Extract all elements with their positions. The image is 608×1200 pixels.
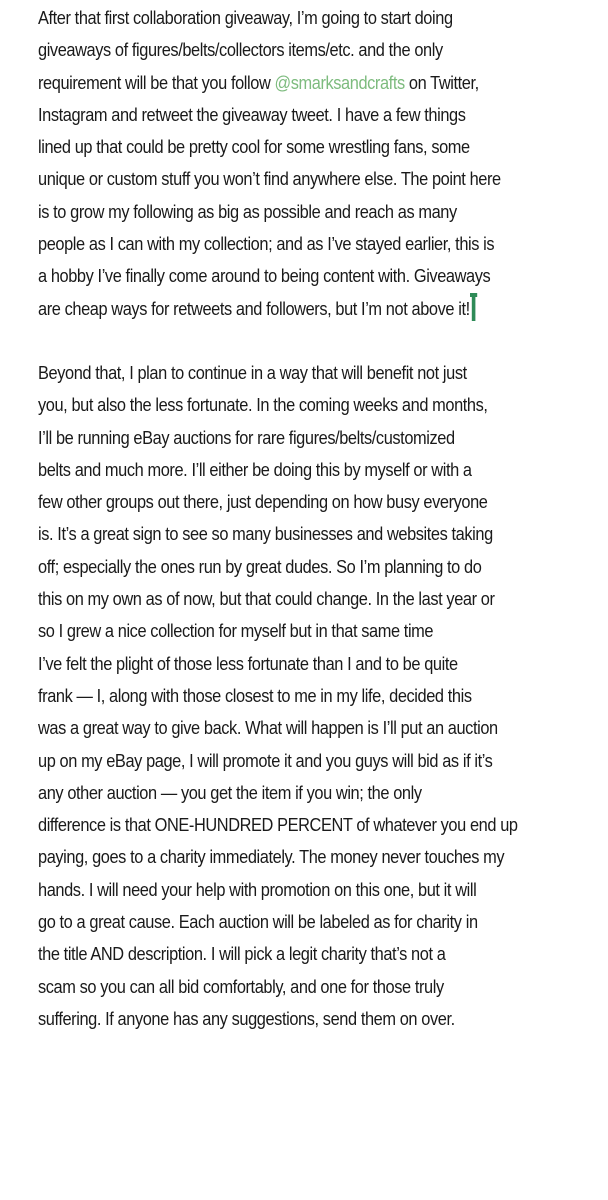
text-line: a hobby I’ve finally come around to being content with. Giveaways bbox=[38, 266, 491, 287]
text-line: suffering. If anyone has any suggestions, send them on over. bbox=[38, 1008, 455, 1029]
text-line: difference is that ONE-HUNDRED PERCENT of whatever you end up bbox=[38, 815, 518, 836]
text-segment: requirement will be that you follow bbox=[38, 72, 275, 93]
text-line-last bbox=[38, 293, 531, 325]
text-line: paying, goes to a charity immediately. The money never touches my bbox=[38, 847, 505, 868]
text-line: hands. I will need your help with promotion on this one, but it will bbox=[38, 879, 477, 900]
text-line: I’ve felt the plight of those less fortunate than I and to be quite bbox=[38, 653, 458, 674]
text-segment: on Twitter, bbox=[404, 72, 479, 93]
text-line: any other auction — you get the item if you win; the only bbox=[38, 782, 422, 803]
text-line-with-mention bbox=[38, 67, 531, 99]
text-line: I’ll be running eBay auctions for rare figures/belts/customized bbox=[38, 427, 455, 448]
text-line: the title AND description. I will pick a legit charity that’s not a bbox=[38, 944, 446, 965]
text-line: lined up that could be pretty cool for some wrestling fans, some bbox=[38, 137, 470, 158]
article-body bbox=[38, 2, 531, 1035]
text-line: Beyond that, I plan to continue in a way that will benefit not just bbox=[38, 362, 467, 383]
text-line: frank — I, along with those closest to me in my life, decided this bbox=[38, 685, 472, 706]
paragraph-giveaways bbox=[38, 2, 531, 325]
text-line: is to grow my following as big as possible and reach as many bbox=[38, 201, 457, 222]
twitter-mention-link[interactable]: @smarksandcrafts bbox=[274, 72, 405, 93]
text-line: Instagram and retweet the giveaway tweet. I have a few things bbox=[38, 104, 466, 125]
text-line: off; especially the ones run by great dudes. So I’m planning to do bbox=[38, 556, 482, 577]
text-line: up on my eBay page, I will promote it and you guys will bid as if it’s bbox=[38, 750, 493, 771]
text-line: this on my own as of now, but that could change. In the last year or bbox=[38, 589, 495, 610]
text-segment: are cheap ways for retweets and followers, but I’m not above it! bbox=[38, 298, 470, 319]
text-selection-cursor[interactable] bbox=[472, 293, 476, 321]
text-line: you, but also the less fortunate. In the coming weeks and months, bbox=[38, 395, 488, 416]
text-line: unique or custom stuff you won’t find anywhere else. The point here bbox=[38, 169, 501, 190]
text-line: belts and much more. I’ll either be doing this by myself or with a bbox=[38, 459, 472, 480]
text-line: giveaways of figures/belts/collectors items/etc. and the only bbox=[38, 40, 443, 61]
text-line: After that first collaboration giveaway, I’m going to start doing bbox=[38, 8, 453, 28]
text-line: is. It’s a great sign to see so many businesses and websites taking bbox=[38, 524, 493, 545]
text-line: was a great way to give back. What will happen is I’ll put an auction bbox=[38, 718, 498, 739]
text-line: few other groups out there, just depending on how busy everyone bbox=[38, 492, 488, 513]
paragraph-charity-auctions bbox=[38, 357, 531, 1035]
text-line: go to a great cause. Each auction will be labeled as for charity in bbox=[38, 912, 478, 933]
text-line: so I grew a nice collection for myself but in that same time bbox=[38, 621, 434, 642]
text-line: people as I can with my collection; and as I’ve stayed earlier, this is bbox=[38, 234, 495, 255]
text-line: scam so you can all bid comfortably, and one for those truly bbox=[38, 976, 444, 997]
